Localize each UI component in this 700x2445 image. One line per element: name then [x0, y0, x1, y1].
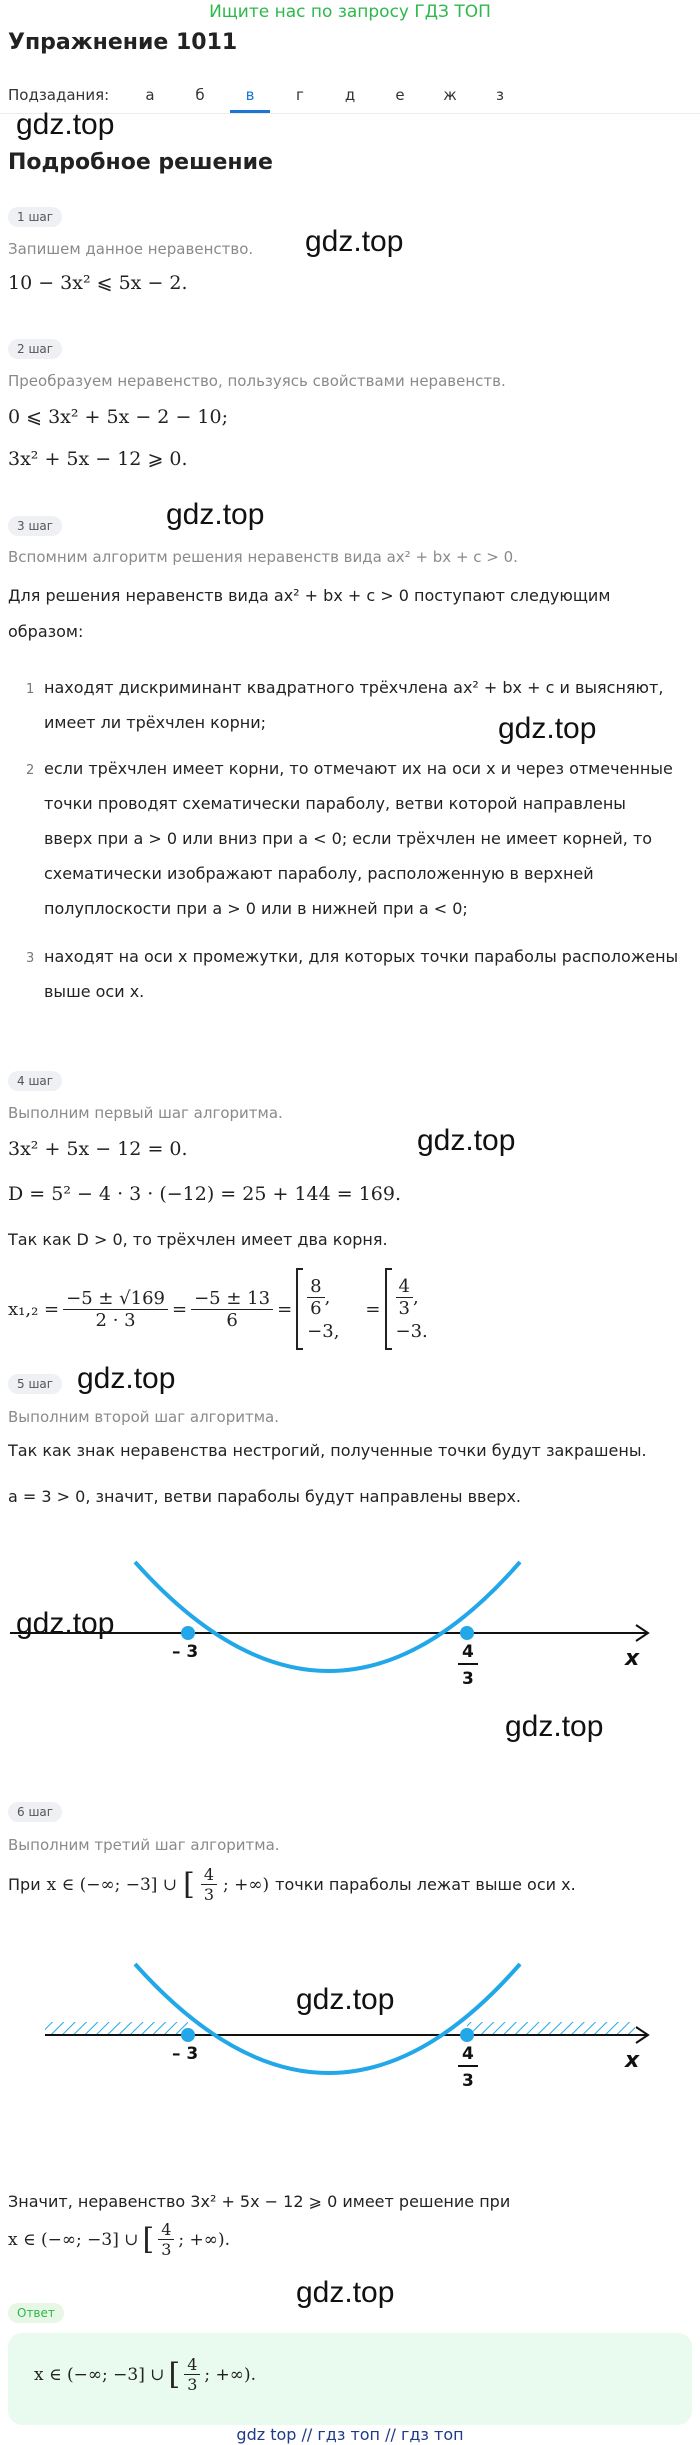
paragraph: Значит, неравенство 3x² + 5x − 12 ⩾ 0 имеет решение при	[8, 2192, 511, 2211]
root-set	[307, 1276, 339, 1342]
fraction-bottom: 3	[187, 2375, 198, 2394]
equals-sign: =	[277, 1298, 293, 1320]
fraction-bottom: 3	[161, 2240, 172, 2259]
step-intro: Вспомним алгоритм решения неравенств вида ax² + bx + c > 0.	[8, 548, 518, 566]
set-bracket	[296, 1268, 303, 1350]
answer-interval	[34, 2355, 256, 2394]
hatched-interval-right	[467, 2022, 635, 2035]
root-label-right-top: 4	[462, 1642, 474, 1662]
list-item-line: имеет ли трёхчлен корни;	[44, 713, 266, 732]
step-badge: 5 шаг	[8, 1374, 62, 1394]
list-item-line: вверх при a > 0 или вниз при a < 0; если трёхчлен не имеет корней, то	[44, 829, 653, 848]
fraction	[158, 2220, 174, 2259]
root-point-left	[181, 1626, 195, 1640]
comma: ,	[412, 1287, 419, 1308]
step-intro: Выполним третий шаг алгоритма.	[8, 1836, 280, 1854]
step-badge: 4 шаг	[8, 1071, 62, 1091]
step-badge: 3 шаг	[8, 516, 62, 536]
math-line: 3x² + 5x − 12 ⩾ 0.	[8, 448, 188, 470]
watermark: gdz.top	[16, 1607, 115, 1640]
root-label-left: – 3	[172, 2044, 199, 2064]
watermark: gdz.top	[16, 108, 115, 141]
page-title: Упражнение 1011	[8, 30, 238, 55]
root-label-right-bottom: 3	[462, 2071, 474, 2091]
math-line: D = 5² − 4 · 3 · (−12) = 25 + 144 = 169.	[8, 1183, 402, 1205]
text-fragment: При	[8, 1875, 41, 1894]
fraction-top: 4	[201, 1865, 217, 1885]
paragraph: Так как знак неравенства нестрогий, полученные точки будут закрашены.	[8, 1441, 647, 1460]
watermark: gdz.top	[417, 1124, 516, 1157]
subsections-label: Подзадания:	[8, 86, 110, 104]
fraction	[63, 1288, 168, 1331]
interval-paragraph	[8, 1865, 576, 1904]
step-badge: 6 шаг	[8, 1802, 62, 1822]
tab-v[interactable]: в	[245, 86, 255, 104]
tab-b[interactable]: б	[195, 86, 205, 104]
list-number: 2	[26, 763, 35, 778]
fraction-bottom: 6	[310, 1298, 322, 1319]
paragraph: Для решения неравенств вида ax² + bx + c > 0 поступают следующим	[8, 586, 611, 605]
fraction-bottom: 3	[203, 1885, 214, 1904]
equals-sign: =	[172, 1298, 188, 1320]
paragraph: образом:	[8, 622, 84, 641]
step-intro: Выполним первый шаг алгоритма.	[8, 1104, 283, 1122]
step-intro: Преобразуем неравенство, пользуясь свойствами неравенств.	[8, 372, 506, 390]
list-number: 1	[26, 682, 35, 697]
fraction-bottom: 3	[398, 1298, 410, 1319]
watermark: gdz.top	[305, 225, 404, 258]
watermark: gdz.top	[505, 1710, 604, 1743]
text-fragment: точки параболы лежат выше оси x.	[275, 1875, 576, 1894]
active-tab-indicator	[230, 110, 270, 113]
fraction-top: 4	[158, 2220, 174, 2240]
list-item-line: полуплоскости при a > 0 или в нижней при a < 0;	[44, 899, 468, 918]
parabola-graph	[0, 1540, 700, 1720]
root-value: −3,	[307, 1321, 340, 1342]
list-item-line: точки проводят схематически параболу, ветви которой направлены	[44, 794, 626, 813]
solution-graph	[0, 1938, 700, 2118]
fraction-top: −5 ± 13	[191, 1288, 273, 1310]
tab-e[interactable]: е	[395, 86, 405, 104]
tab-g[interactable]: г	[296, 86, 304, 104]
tab-d[interactable]: д	[344, 86, 356, 104]
bracket: [	[183, 1867, 195, 1902]
watermark: gdz.top	[77, 1362, 176, 1395]
roots-lhs: x₁,₂ =	[8, 1298, 60, 1320]
comma: ,	[324, 1287, 331, 1308]
root-label-right-top: 4	[462, 2044, 474, 2064]
paragraph: a = 3 > 0, значит, ветви параболы будут направлены вверх.	[8, 1487, 521, 1506]
watermark: gdz.top	[296, 2276, 395, 2309]
watermark: gdz.top	[296, 1983, 395, 2016]
interval-tail: ; +∞)	[223, 1874, 270, 1895]
tab-z[interactable]: з	[496, 86, 504, 104]
fraction	[307, 1276, 324, 1319]
list-item-line: находят дискриминант квадратного трёхчлена ax² + bx + c и выясняют,	[44, 678, 664, 697]
solution-title: Подробное решение	[8, 150, 273, 175]
math-line: 3x² + 5x − 12 = 0.	[8, 1138, 188, 1160]
root-label-left: – 3	[172, 1642, 199, 1662]
interval-tail: ; +∞).	[204, 2364, 256, 2385]
axis-label: x	[625, 2048, 640, 2073]
root-point-right	[460, 2028, 474, 2042]
equals-sign: =	[365, 1298, 381, 1320]
paragraph: Так как D > 0, то трёхчлен имеет два корня.	[8, 1230, 388, 1249]
hatched-interval-left	[45, 2022, 188, 2035]
step-intro: Запишем данное неравенство.	[8, 240, 254, 258]
list-item-line: находят на оси x промежутки, для которых точки параболы расположены	[44, 947, 679, 966]
root-value: −3.	[395, 1321, 428, 1342]
footer-links[interactable]: gdz top // гдз топ // гдз топ	[236, 2425, 464, 2444]
conclusion-interval	[8, 2220, 230, 2259]
fraction-top: 8	[307, 1276, 324, 1298]
root-set	[396, 1276, 428, 1342]
step-badge: 2 шаг	[8, 339, 62, 359]
step-intro: Выполним второй шаг алгоритма.	[8, 1408, 280, 1426]
set-bracket	[385, 1268, 392, 1350]
axis-arrow-icon	[632, 1625, 648, 1641]
root-point-right	[460, 1626, 474, 1640]
interval-math: x ∈ (−∞; −3] ∪	[46, 1874, 178, 1895]
list-item-line: если трёхчлен имеет корни, то отмечают их на оси x и через отмеченные	[44, 759, 673, 778]
root-point-left	[181, 2028, 195, 2042]
root-label-right-bottom: 3	[462, 1669, 474, 1689]
tab-zh[interactable]: ж	[443, 86, 457, 104]
fraction-bottom: 6	[226, 1309, 238, 1331]
math-line: 10 − 3x² ⩽ 5x − 2.	[8, 272, 188, 294]
fraction	[201, 1865, 217, 1904]
search-banner: Ищите нас по запросу ГДЗ ТОП	[209, 2, 491, 22]
list-item-line: схематически изображают параболу, расположенную в верхней	[44, 864, 594, 883]
fraction	[184, 2355, 200, 2394]
interval-tail: ; +∞).	[178, 2229, 230, 2250]
list-item-line: выше оси x.	[44, 982, 145, 1001]
interval-math: x ∈ (−∞; −3] ∪	[34, 2364, 165, 2385]
fraction-bottom: 2 · 3	[95, 1309, 136, 1331]
answer-badge: Ответ	[8, 2303, 64, 2323]
bracket: [	[142, 2222, 155, 2257]
fraction	[191, 1288, 273, 1331]
answer-box	[8, 2333, 692, 2425]
bracket: [	[168, 2357, 181, 2392]
fraction-top: 4	[396, 1276, 413, 1298]
step-badge: 1 шаг	[8, 207, 62, 227]
fraction	[396, 1276, 413, 1319]
math-line: 0 ⩽ 3x² + 5x − 2 − 10;	[8, 406, 228, 428]
roots-formula	[8, 1268, 428, 1350]
interval-math: x ∈ (−∞; −3] ∪	[8, 2229, 139, 2250]
watermark: gdz.top	[498, 712, 597, 745]
fraction-top: 4	[184, 2355, 200, 2375]
axis-label: x	[625, 1646, 640, 1671]
tab-a[interactable]: а	[145, 86, 155, 104]
list-number: 3	[26, 951, 35, 966]
fraction-top: −5 ± √169	[63, 1288, 168, 1310]
watermark: gdz.top	[166, 498, 265, 531]
